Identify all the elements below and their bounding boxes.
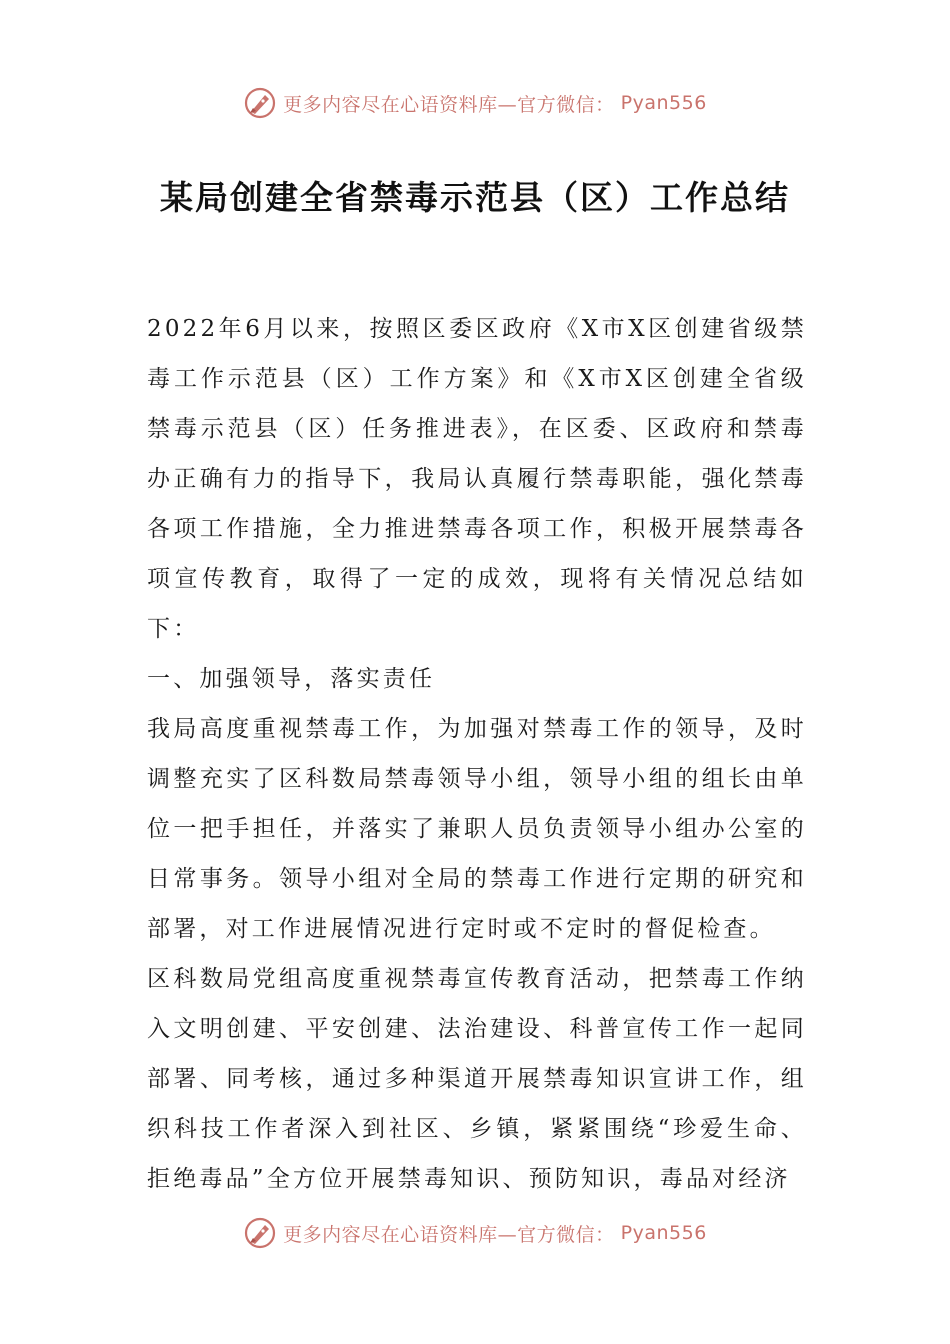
footer-watermark [0, 1216, 950, 1250]
pen-nib-logo-icon [243, 86, 277, 120]
header-watermark [0, 86, 950, 120]
body-paragraph: 区科数局党组高度重视禁毒宣传教育活动，把禁毒工作纳入文明创建、平安创建、法治建设、科普宣传工作一起同部署、同考核，通过多种渠道开展禁毒知识宣讲工作，组织科技工作者深入到社区、乡镇，紧紧围绕“珍爱生命、拒绝毒品”全方位开展禁毒知识、预防知识，毒品对经济 [147, 966, 807, 1192]
document-body [147, 304, 807, 1204]
section-heading: 一、加强领导，落实责任 [147, 666, 436, 692]
watermark-wechat-id: Pyan556 [620, 92, 707, 114]
document-title: 某局创建全省禁毒示范县（区）工作总结 [160, 178, 790, 217]
watermark-text: 更多内容尽在心语资料库—官方微信： [283, 93, 615, 116]
watermark-wechat-id: Pyan556 [620, 1222, 707, 1244]
intro-paragraph: 2022年6月以来，按照区委区政府《X市X区创建省级禁毒工作示范县（区）工作方案》和《X市X区创建全省级禁毒示范县（区）任务推进表》，在区委、区政府和禁毒办正确有力的指导下，我局认真履行禁毒职能，强化禁毒各项工作措施，全力推进禁毒各项工作，积极开展禁毒各项宣传教育，取得了一定的成效，现将有关情况总结如下： [147, 316, 807, 642]
watermark-text: 更多内容尽在心语资料库—官方微信： [283, 1223, 615, 1246]
body-paragraph: 我局高度重视禁毒工作，为加强对禁毒工作的领导，及时调整充实了区科数局禁毒领导小组，领导小组的组长由单位一把手担任，并落实了兼职人员负责领导小组办公室的日常事务。领导小组对全局的禁毒工作进行定期的研究和部署，对工作进展情况进行定时或不定时的督促检查。 [147, 716, 807, 942]
pen-nib-logo-icon [243, 1216, 277, 1250]
